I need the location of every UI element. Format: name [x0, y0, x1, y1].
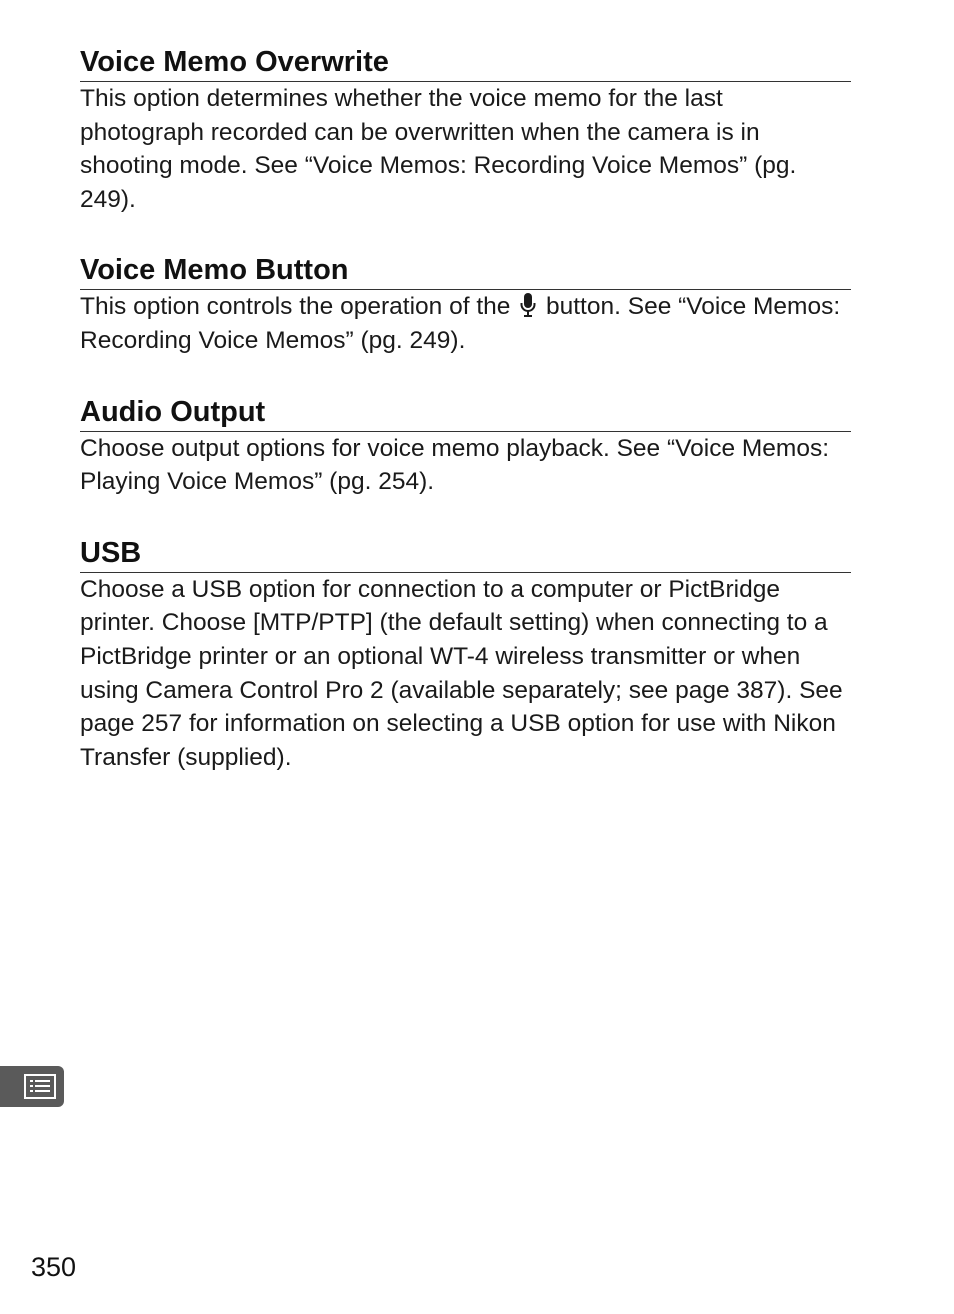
body-text-after-icon: button. See “Voice Memos: Recording Voice Memos” (pg. 249). [80, 293, 841, 354]
body-text-before-icon: This option controls the operation of the [80, 293, 518, 321]
section-heading: Voice Memo Overwrite [80, 44, 851, 82]
section-body: Choose a USB option for connection to a computer or PictBridge printer. Choose [MTP/PTP] (the default setting) when connecting to a PictBridge printer or an optional WT-4 wireless transmitter or when using Camera Control Pro 2 (available separately; see page 387). See page 257 for information on selecting a USB option for use with Nikon Transfer (supplied). [80, 575, 843, 771]
microphone-icon [519, 292, 537, 318]
setup-menu-icon [24, 1074, 56, 1099]
page-content [80, 44, 851, 810]
section-heading: Audio Output [80, 394, 851, 432]
section-audio-output [80, 394, 851, 499]
section-voice-memo-overwrite [80, 44, 851, 216]
section-body: Choose output options for voice memo playback. See “Voice Memos: Playing Voice Memos” (pg. 254). [80, 434, 829, 496]
section-voice-memo-button [80, 252, 851, 357]
section-body: This option determines whether the voice memo for the last photograph recorded can be overwritten when the camera is in shooting mode. See “Voice Memos: Recording Voice Memos” (pg. 249). [80, 85, 797, 213]
setup-menu-tab [0, 1066, 64, 1107]
section-heading: USB [80, 535, 851, 573]
section-usb [80, 535, 851, 775]
page-number: 350 [31, 1252, 77, 1282]
section-body [80, 290, 851, 357]
section-heading: Voice Memo Button [80, 252, 851, 290]
